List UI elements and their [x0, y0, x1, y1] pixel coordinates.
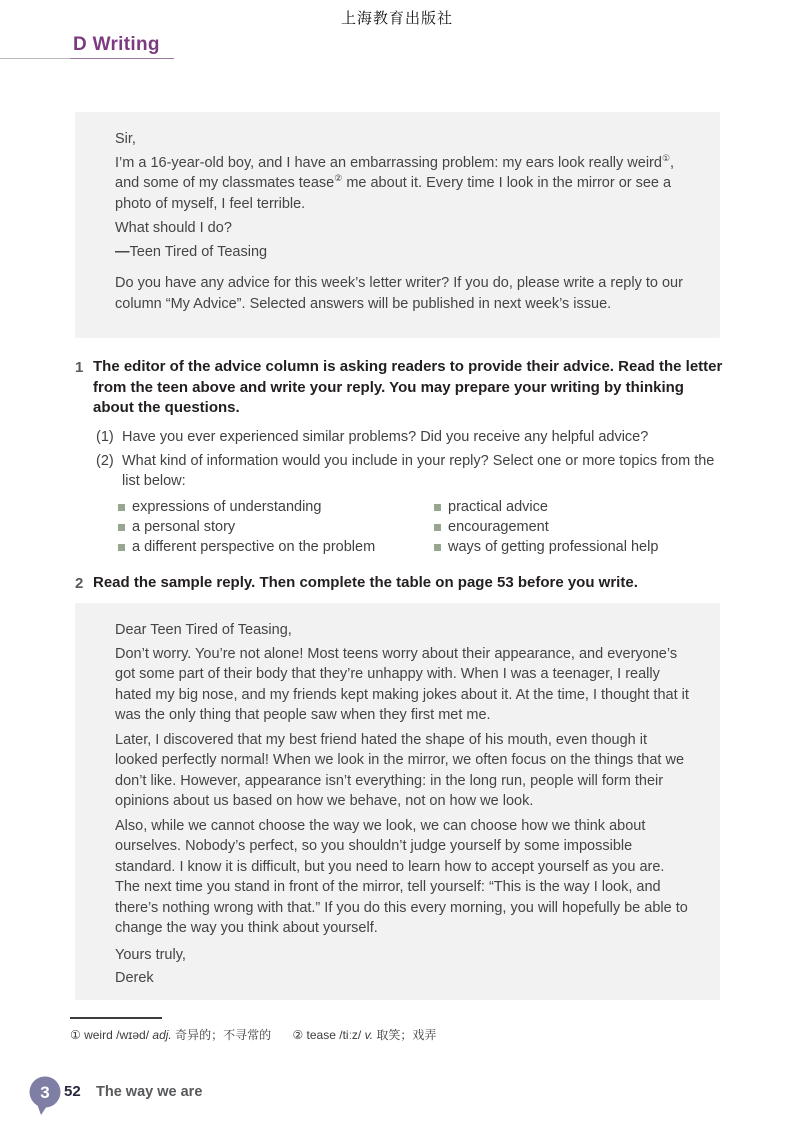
task-1-number: 1 [75, 359, 84, 376]
task-1-question-1 [96, 427, 723, 447]
footnote-2-translation: 取笑；戏弄 [373, 1028, 437, 1042]
topic-item [118, 497, 434, 517]
square-bullet-icon [118, 544, 125, 551]
reply-paragraph-3: Also, while we cannot choose the way we look, we can choose how we think about ourselves. Nobody’s perfect, so you shouldn’t judge yourself by some impossible standard. I know it is difficult, but you need to learn how to accept yourself as you are. The next time you stand in front of the mirror, tell yourself: “This is the way I look, and there’s nothing wrong with that.” If you do this every morning, you will hopefully be able to change the way you think about yourself. [115, 817, 688, 936]
task-1-instruction: The editor of the advice column is asking readers to provide their advice. Read the letter from the teen above and write your reply. You may prepare your writing by thinking about the questions. [93, 358, 723, 416]
footnote-2-pos: v. [364, 1028, 374, 1042]
footnote-2 [292, 1028, 436, 1042]
footnote-1 [70, 1028, 271, 1042]
task-2-body [93, 573, 723, 602]
footnotes [70, 1026, 720, 1043]
task-2 [75, 573, 723, 602]
letter-signature [115, 242, 692, 263]
topic-item [434, 517, 723, 537]
footnote-ref-1: ① [661, 152, 671, 163]
section-heading-label: D Writing [73, 34, 160, 55]
letter-text-3: me about it. Every time I look in the mirror or see a photo of myself, I feel terrible. [115, 175, 672, 212]
reply-signature: Derek [115, 970, 154, 986]
page-footer [0, 1074, 794, 1116]
footnote-1-word: weird [84, 1028, 117, 1042]
reply-closing: Yours truly, [115, 946, 186, 963]
square-bullet-icon [118, 524, 125, 531]
footnote-ref-2: ② [334, 173, 343, 184]
footnote-2-word: tease [306, 1028, 340, 1042]
square-bullet-icon [434, 524, 441, 531]
letter-text-1: I’m a 16-year-old boy, and I have an embarrassing problem: my ears look really weird [115, 154, 662, 171]
topic-label: a different perspective on the problem [132, 538, 376, 555]
reply-salutation: Dear Teen Tired of Teasing, [115, 622, 292, 638]
task-1-body [93, 357, 723, 557]
unit-badge-number: 3 [40, 1083, 50, 1102]
sample-reply-box [75, 603, 720, 1000]
square-bullet-icon [118, 504, 125, 511]
topic-column-left [118, 497, 434, 557]
page-number: 52 [64, 1083, 81, 1100]
task-2-instruction: Read the sample reply. Then complete the table on page 53 before you write. [93, 574, 638, 591]
footnote-1-phonetic: /wɪəd/ [116, 1028, 153, 1042]
task-1-question-2 [96, 451, 723, 491]
topic-item [118, 517, 434, 537]
question-2-text: What kind of information would you include in your reply? Select one or more topics from the list below: [122, 452, 715, 489]
letter-question: What should I do? [115, 220, 232, 236]
section-heading-row [0, 34, 794, 60]
square-bullet-icon [434, 544, 441, 551]
letter-paragraph [115, 153, 692, 215]
topic-item [434, 537, 723, 557]
signature-name: Teen Tired of Teasing [129, 243, 268, 260]
topic-label: practical advice [448, 498, 548, 515]
question-1-number: (1) [96, 428, 114, 445]
question-2-number: (2) [96, 452, 114, 469]
letter-text-2: , and some of my classmates tease [115, 154, 675, 191]
editor-note: Do you have any advice for this week’s letter writer? If you do, please write a reply to our column “My Advice”. Selected answers will be published in next week’s issue. [115, 275, 683, 312]
square-bullet-icon [434, 504, 441, 511]
question-1-text: Have you ever experienced similar problems? Did you receive any helpful advice? [122, 428, 649, 445]
topic-item [434, 497, 723, 517]
unit-title: The way we are [96, 1083, 203, 1100]
topic-item [118, 537, 434, 557]
unit-badge-icon [28, 1076, 66, 1118]
heading-rule-left [0, 58, 70, 59]
footnote-rule [70, 1017, 162, 1019]
topic-label: encouragement [448, 518, 549, 535]
topic-label: expressions of understanding [132, 498, 322, 515]
footnote-1-translation: 奇异的；不寻常的 [171, 1028, 272, 1042]
letter-salutation: Sir, [115, 131, 136, 147]
topic-label: a personal story [132, 518, 236, 535]
teen-letter-box [75, 112, 720, 338]
topic-label: ways of getting professional help [448, 538, 659, 555]
footnote-2-phonetic: /tiːz/ [339, 1028, 365, 1042]
reply-paragraph-1: Don’t worry. You’re not alone! Most teens worry about their appearance, and everyone’s got some part of their body that they’re unhappy with. When I was a teenager, I really hated my big nose, and my friends kept making jokes about it. At the time, I thought that it was the only thing that people saw when they first met me. [115, 645, 689, 723]
reply-paragraph-2: Later, I discovered that my best friend hated the shape of his mouth, even though it looked perfectly normal! When we look in the mirror, we often focus on the things that we don’t like. However, appearance isn’t everything: in the long run, people will form their opinions about us based on how we behave, not on how we look. [115, 731, 685, 809]
heading-rule-under [70, 58, 174, 59]
task-1 [75, 357, 723, 557]
footnote-1-ref: ① [70, 1028, 85, 1042]
footnote-2-ref: ② [292, 1028, 307, 1042]
task-2-number: 2 [75, 575, 84, 592]
topic-column-right [434, 497, 723, 557]
topic-list [118, 497, 723, 557]
footnote-1-pos: adj. [152, 1028, 172, 1042]
signature-dash: — [115, 243, 130, 260]
publisher-watermark: 上海教育出版社 [340, 9, 453, 27]
